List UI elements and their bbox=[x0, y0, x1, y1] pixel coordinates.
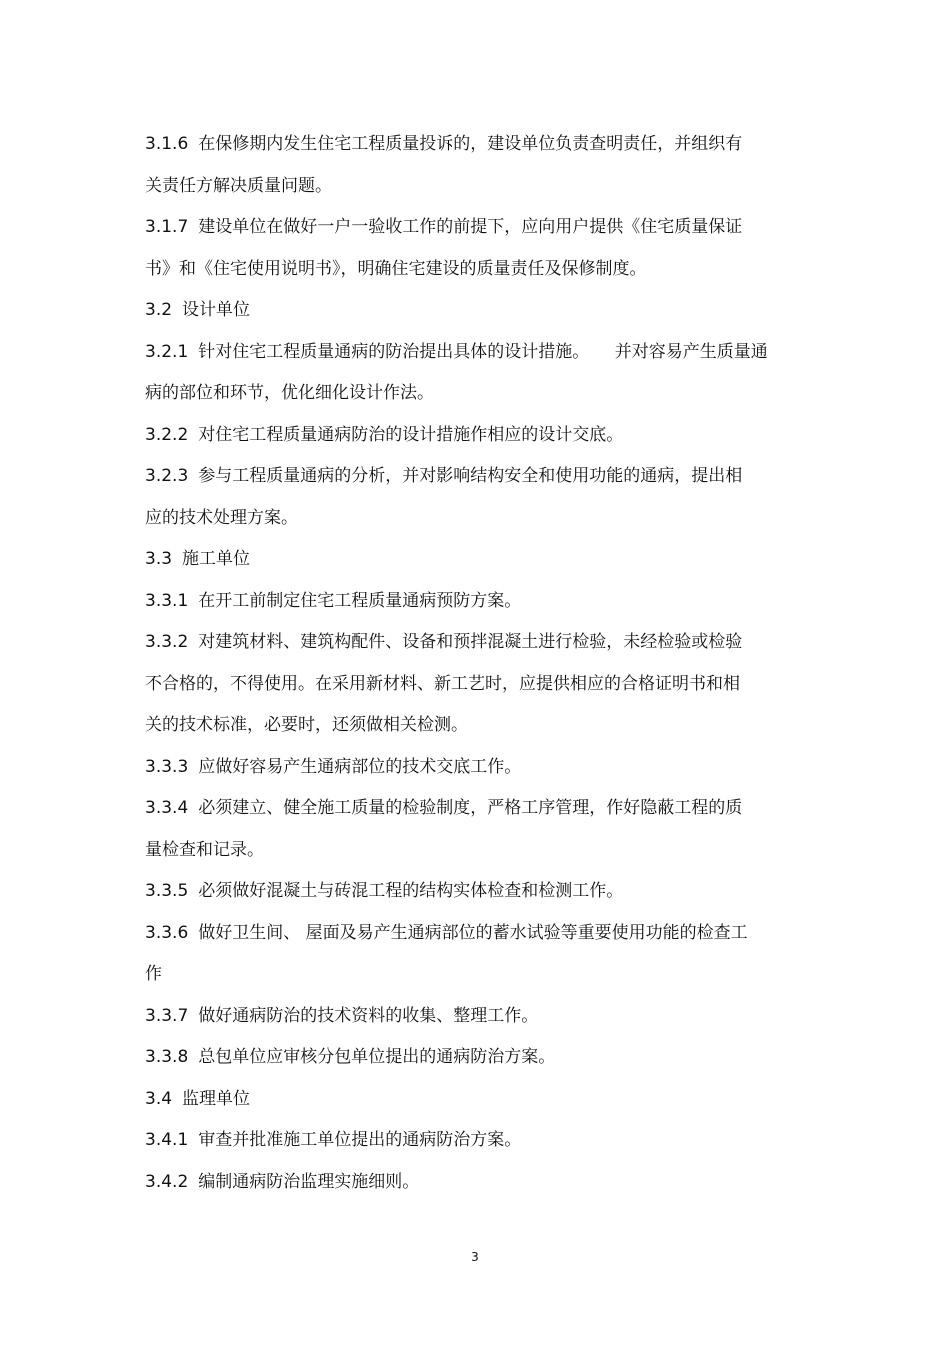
paragraph-text: 做好通病防治的技术资料的收集、整理工作。 bbox=[198, 1005, 539, 1026]
paragraph-text: 监理单位 bbox=[182, 1088, 251, 1109]
section-number: 3.4.1 bbox=[145, 1130, 189, 1150]
paragraph-text: 不合格的，不得使用。在采用新材料、新工艺时，应提供相应的合格证明书和相 bbox=[145, 673, 740, 694]
paragraph-line bbox=[145, 1041, 805, 1083]
paragraph-text: 对住宅工程质量通病防治的设计措施作相应的设计交底。 bbox=[198, 424, 624, 445]
paragraph-text: 总包单位应审核分包单位提出的通病防治方案。 bbox=[198, 1047, 556, 1067]
paragraph-line bbox=[145, 751, 805, 793]
paragraph-text: 必须建立、健全施工质量的检验制度，严格工序管理，作好隐蔽工程的质 bbox=[198, 798, 743, 818]
section-number: 3.3.7 bbox=[145, 1005, 189, 1026]
paragraph-line bbox=[145, 211, 805, 253]
paragraph-text: 书》和《住宅使用说明书》，明确住宅建设的质量责任及保修制度。 bbox=[145, 258, 647, 279]
paragraph-line bbox=[145, 958, 805, 1000]
paragraph-text: 量检查和记录。 bbox=[145, 839, 264, 860]
paragraph-text: 关责任方解决质量问题。 bbox=[145, 175, 332, 196]
paragraph-line bbox=[145, 128, 805, 170]
paragraph-line bbox=[145, 253, 805, 295]
document-body bbox=[145, 128, 805, 1207]
paragraph-line bbox=[145, 294, 805, 336]
section-number: 3.1.6 bbox=[145, 134, 189, 154]
paragraph-text: 做好卫生间、 屋面及易产生通病部位的蓄水试验等重要使用功能的检查工 bbox=[198, 922, 748, 943]
section-number: 3.3.3 bbox=[145, 756, 189, 777]
paragraph-text: 在保修期内发生住宅工程质量投诉的，建设单位负责查明责任，并组织有 bbox=[198, 134, 743, 154]
paragraph-text: 针对住宅工程质量通病的防治提出具体的设计措施。 并对容易产生质量通 bbox=[198, 341, 768, 362]
section-number: 3.3 bbox=[145, 549, 173, 569]
paragraph-text: 必须做好混凝土与砖混工程的结构实体检查和检测工作。 bbox=[198, 881, 624, 901]
section-number: 3.3.2 bbox=[145, 632, 189, 652]
paragraph-text: 应的技术处理方案。 bbox=[145, 507, 298, 528]
paragraph-line bbox=[145, 1124, 805, 1166]
paragraph-line bbox=[145, 377, 805, 419]
paragraph-line bbox=[145, 502, 805, 544]
section-number: 3.3.4 bbox=[145, 798, 189, 818]
paragraph-line bbox=[145, 543, 805, 585]
paragraph-line bbox=[145, 336, 805, 378]
paragraph-line bbox=[145, 170, 805, 212]
paragraph-text: 施工单位 bbox=[182, 549, 251, 569]
section-number: 3.2 bbox=[145, 300, 173, 320]
paragraph-line bbox=[145, 1000, 805, 1042]
paragraph-text: 关的技术标准，必要时，还须做相关检测。 bbox=[145, 715, 468, 735]
paragraph-line bbox=[145, 419, 805, 461]
paragraph-line bbox=[145, 1083, 805, 1125]
section-number: 3.3.5 bbox=[145, 881, 189, 901]
section-number: 3.2.1 bbox=[145, 341, 189, 362]
paragraph-text: 建设单位在做好一户一验收工作的前提下，应向用户提供《住宅质量保证 bbox=[198, 217, 743, 237]
paragraph-text: 设计单位 bbox=[182, 300, 251, 320]
paragraph-line bbox=[145, 917, 805, 959]
paragraph-text: 对建筑材料、建筑构配件、设备和预拌混凝土进行检验，未经检验或检验 bbox=[198, 632, 743, 652]
paragraph-text: 应做好容易产生通病部位的技术交底工作。 bbox=[198, 756, 522, 777]
paragraph-line bbox=[145, 875, 805, 917]
page-number: 3 bbox=[471, 1250, 479, 1264]
section-number: 3.4 bbox=[145, 1088, 173, 1109]
paragraph-line bbox=[145, 460, 805, 502]
paragraph-text: 作 bbox=[145, 964, 162, 984]
paragraph-line bbox=[145, 585, 805, 627]
paragraph-text: 在开工前制定住宅工程质量通病预防方案。 bbox=[198, 590, 522, 611]
paragraph-line bbox=[145, 626, 805, 668]
section-number: 3.3.1 bbox=[145, 590, 189, 611]
paragraph-text: 参与工程质量通病的分析，并对影响结构安全和使用功能的通病，提出相 bbox=[198, 466, 743, 486]
paragraph-text: 编制通病防治监理实施细则。 bbox=[198, 1171, 420, 1192]
section-number: 3.3.8 bbox=[145, 1047, 189, 1067]
paragraph-line bbox=[145, 792, 805, 834]
section-number: 3.4.2 bbox=[145, 1171, 189, 1192]
section-number: 3.2.3 bbox=[145, 466, 189, 486]
section-number: 3.3.6 bbox=[145, 922, 189, 943]
section-number: 3.1.7 bbox=[145, 217, 189, 237]
paragraph-text: 病的部位和环节，优化细化设计作法。 bbox=[145, 383, 434, 403]
paragraph-line bbox=[145, 1166, 805, 1208]
paragraph-line bbox=[145, 834, 805, 876]
paragraph-text: 审查并批准施工单位提出的通病防治方案。 bbox=[198, 1130, 522, 1150]
paragraph-line bbox=[145, 668, 805, 710]
paragraph-line bbox=[145, 709, 805, 751]
section-number: 3.2.2 bbox=[145, 424, 189, 445]
